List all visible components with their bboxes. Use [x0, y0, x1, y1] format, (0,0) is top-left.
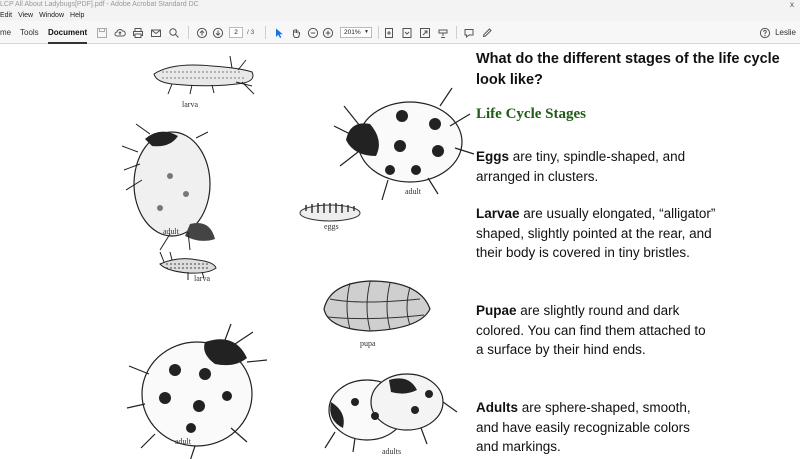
tab-document[interactable]: Document [48, 21, 87, 44]
cloud-upload-icon[interactable] [113, 26, 127, 39]
zoom-level-value: 201% [344, 29, 361, 36]
stage-term: Pupae [476, 303, 517, 318]
toolbar-divider [265, 26, 266, 39]
adults-drawing-pair [325, 374, 457, 452]
select-cursor-icon[interactable] [272, 26, 286, 39]
caption-adult-top-right: adult [405, 187, 421, 196]
stamp-icon[interactable] [436, 26, 450, 39]
tab-home[interactable]: me [0, 28, 12, 37]
convert-icon[interactable] [400, 26, 414, 39]
section-question: What do the different stages of the life cycle look like? [476, 51, 780, 88]
comment-icon[interactable] [462, 26, 476, 39]
menu-edit[interactable]: Edit [0, 12, 13, 19]
caption-eggs: eggs [324, 222, 339, 231]
stage-description: are slightly round and dark colored. You can find them attached to a surface by their hind ends. [476, 303, 706, 357]
caption-adults: adults [382, 447, 402, 456]
fullscreen-icon[interactable] [418, 26, 432, 39]
caption-larva-top: larva [182, 100, 198, 109]
zoom-level-select[interactable] [340, 27, 372, 38]
stage-description: are sphere-shaped, smooth, and have easily recognizable colors and markings. [476, 400, 691, 454]
help-icon[interactable] [758, 26, 772, 39]
stage-description: are tiny, spindle-shaped, and arranged in clusters. [476, 149, 686, 184]
next-page-icon[interactable] [211, 26, 225, 39]
stage-adults [476, 398, 716, 457]
print-icon[interactable] [131, 26, 145, 39]
user-name[interactable]: Leslie [775, 28, 796, 37]
stage-eggs [476, 147, 716, 186]
stage-description: are usually elongated, “alligator” shaped, slightly pointed at the rear, and their body is covered in tiny bristles. [476, 206, 716, 260]
ladybug-life-cycle-figure [95, 44, 475, 459]
menu-view[interactable]: View [18, 12, 34, 19]
caption-pupa: pupa [360, 339, 376, 348]
save-icon[interactable] [95, 26, 109, 39]
larva-drawing-top [154, 56, 254, 94]
stage-term: Adults [476, 400, 518, 415]
zoom-in-icon[interactable] [321, 26, 335, 39]
menu-window[interactable]: Window [39, 12, 65, 19]
stage-term: Larvae [476, 206, 520, 221]
window-title: LCP All About Ladybugs[PDF].pdf - Adobe Acrobat Standard DC [0, 1, 199, 8]
menu-bar [0, 10, 800, 21]
previous-page-icon[interactable] [195, 26, 209, 39]
document-view[interactable] [0, 44, 800, 459]
pupa-drawing [324, 281, 430, 331]
stage-pupae [476, 301, 716, 360]
search-icon[interactable] [167, 26, 181, 39]
caption-adult-bottom-left: adult [175, 437, 191, 446]
adult-drawing-bottom-left [127, 324, 267, 459]
email-icon[interactable] [149, 26, 163, 39]
eggs-drawing [300, 203, 360, 221]
caption-larva-middle: larva [194, 274, 210, 283]
adult-drawing-top-right [334, 88, 474, 200]
window-close-button[interactable]: x [790, 0, 794, 9]
zoom-out-icon[interactable] [306, 26, 320, 39]
stage-larvae [476, 204, 716, 263]
toolbar-divider [378, 26, 379, 39]
title-bar [0, 0, 800, 10]
page-number-input[interactable]: 2 [229, 27, 243, 38]
toolbar [0, 21, 800, 44]
toolbar-divider [456, 26, 457, 39]
caption-adult-side: adult [163, 227, 179, 236]
menu-help[interactable]: Help [70, 12, 85, 19]
tab-tools[interactable]: Tools [20, 28, 39, 37]
hand-tool-icon[interactable] [289, 26, 303, 39]
fit-page-icon[interactable] [382, 26, 396, 39]
chevron-down-icon: ▼ [364, 29, 369, 35]
pen-icon[interactable] [480, 26, 494, 39]
toolbar-divider [188, 26, 189, 39]
page-total: / 3 [247, 29, 255, 36]
section-heading: Life Cycle Stages [476, 106, 586, 122]
stage-term: Eggs [476, 149, 510, 164]
